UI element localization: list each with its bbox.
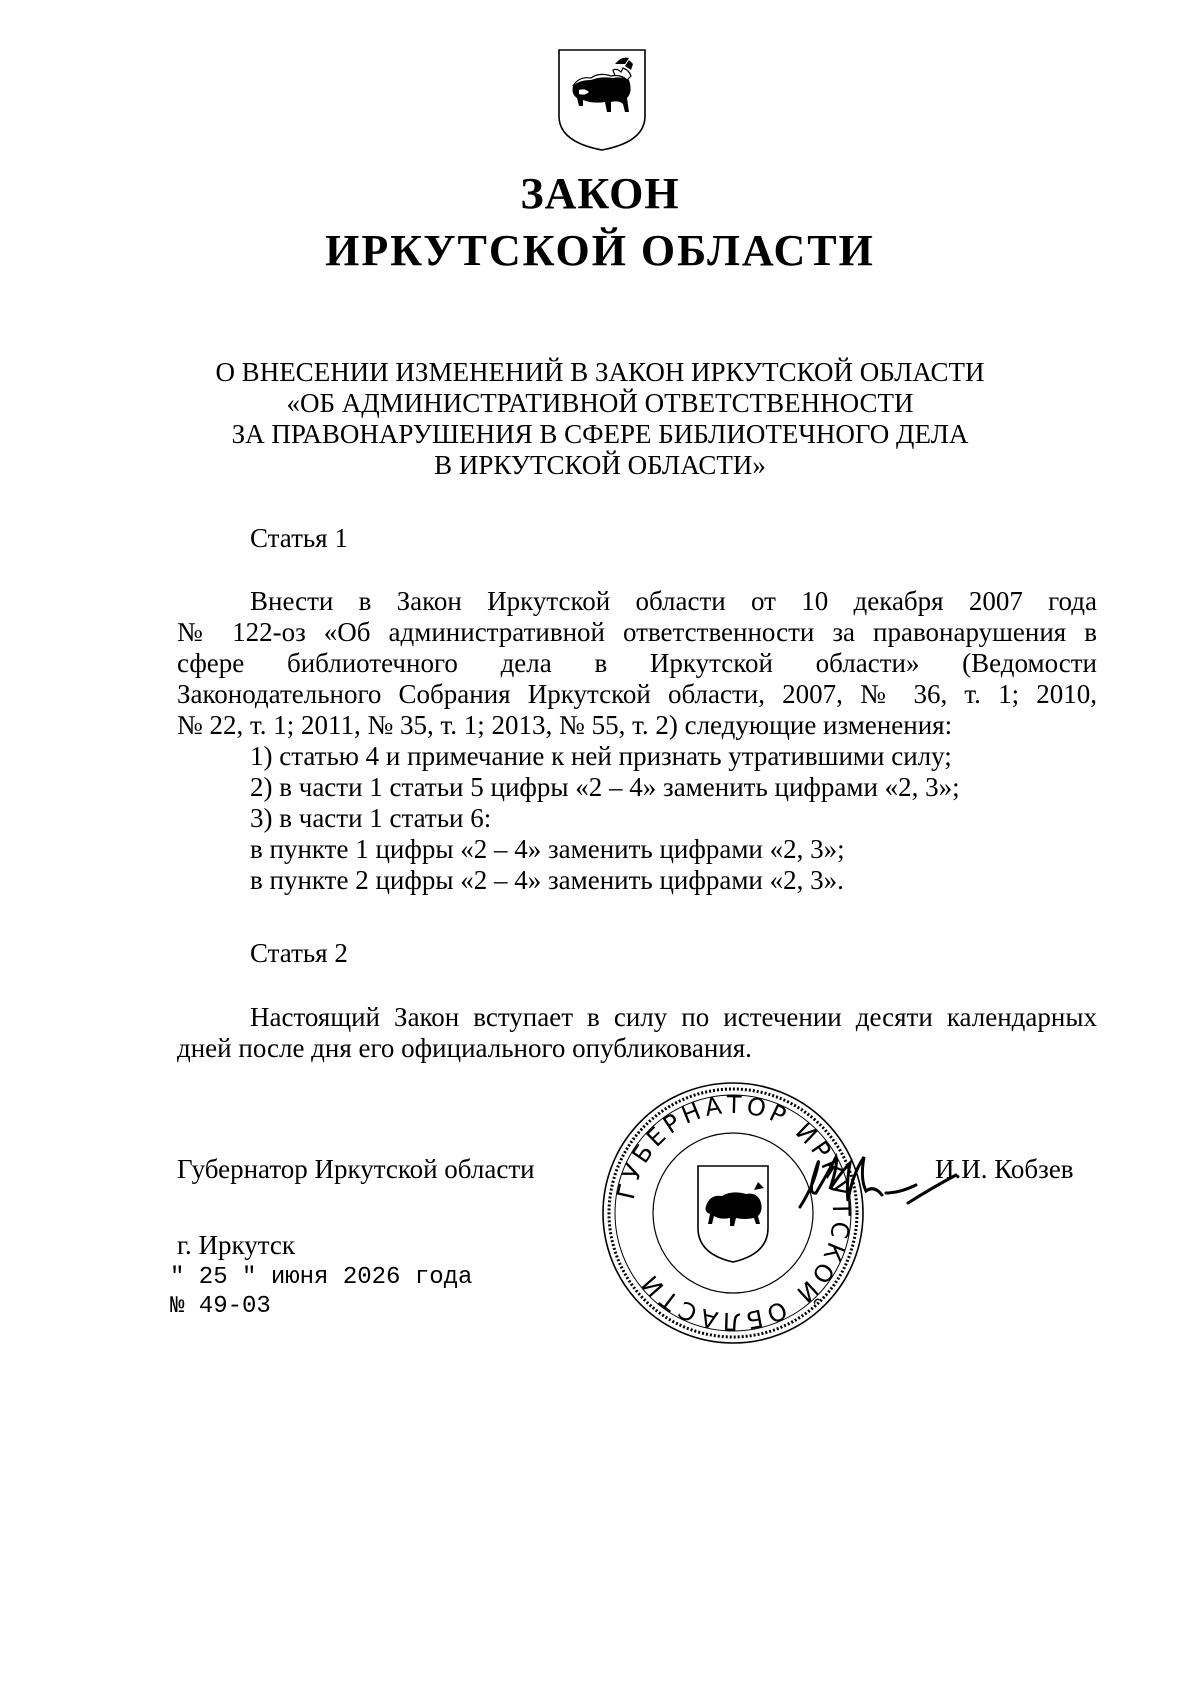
article-1-item: 2) в части 1 статьи 5 цифры «2 – 4» заменить цифрами «2, 3»; xyxy=(250,772,960,802)
article-2-line: дней после дня его официального опубликования. xyxy=(177,1033,752,1063)
date-line: " 25 " июня 2026 года xyxy=(170,1264,473,1291)
law-title-line: В ИРКУТСКОЙ ОБЛАСТИ» xyxy=(434,450,766,480)
law-title-line: О ВНЕСЕНИИ ИЗМЕНЕНИЙ В ЗАКОН ИРКУТСКОЙ ОБЛАСТИ xyxy=(215,357,985,387)
law-title-line: ЗА ПРАВОНАРУШЕНИЯ В СФЕРЕ БИБЛИОТЕЧНОГО ДЕЛА xyxy=(231,419,969,449)
article-1-item: в пункте 1 цифры «2 – 4» заменить цифрами «2, 3»; xyxy=(250,834,845,864)
article-1-item: в пункте 2 цифры «2 – 4» заменить цифрами «2, 3». xyxy=(250,865,844,895)
article-1-line: Внести в Закон Иркутской области от 10 декабря 2007 года xyxy=(250,586,1097,616)
article-1-line: № 22, т. 1; 2011, № 35, т. 1; 2013, № 55, т. 2) следующие изменения: xyxy=(177,710,953,740)
governor-name: И.И. Кобзев xyxy=(935,1154,1074,1184)
article-2-heading: Статья 2 xyxy=(250,938,348,968)
article-1-line: Законодательного Собрания Иркутской области, 2007, № 36, т. 1; 2010, xyxy=(177,679,1097,709)
article-1-item: 1) статью 4 и примечание к ней признать утратившими силу; xyxy=(250,741,952,771)
article-1-line: № 122-оз «Об административной ответственности за правонарушения в xyxy=(177,617,1097,647)
article-1-heading: Статья 1 xyxy=(250,523,348,553)
law-title-line: «ОБ АДМИНИСТРАТИВНОЙ ОТВЕТСТВЕННОСТИ xyxy=(286,388,914,418)
article-1-line: сфере библиотечного дела в Иркутской области» (Ведомости xyxy=(177,648,1097,678)
city: г. Иркутск xyxy=(177,1230,295,1260)
article-2-line: Настоящий Закон вступает в силу по истечении десяти календарных xyxy=(250,1002,1097,1032)
governor-title: Губернатор Иркутской области xyxy=(177,1154,535,1184)
law-number: № 49-03 xyxy=(170,1293,271,1320)
document-subtitle: ИРКУТСКОЙ ОБЛАСТИ xyxy=(325,226,875,275)
svg-text:ГУБЕРНАТОР ИРКУТСКОЙ ОБЛАСТИ: ГУБЕРНАТОР ИРКУТСКОЙ ОБЛАСТИ xyxy=(611,1090,856,1336)
document-title: ЗАКОН xyxy=(520,169,680,218)
coat-of-arms-icon xyxy=(555,46,649,154)
article-1-item: 3) в части 1 статьи 6: xyxy=(250,803,492,833)
